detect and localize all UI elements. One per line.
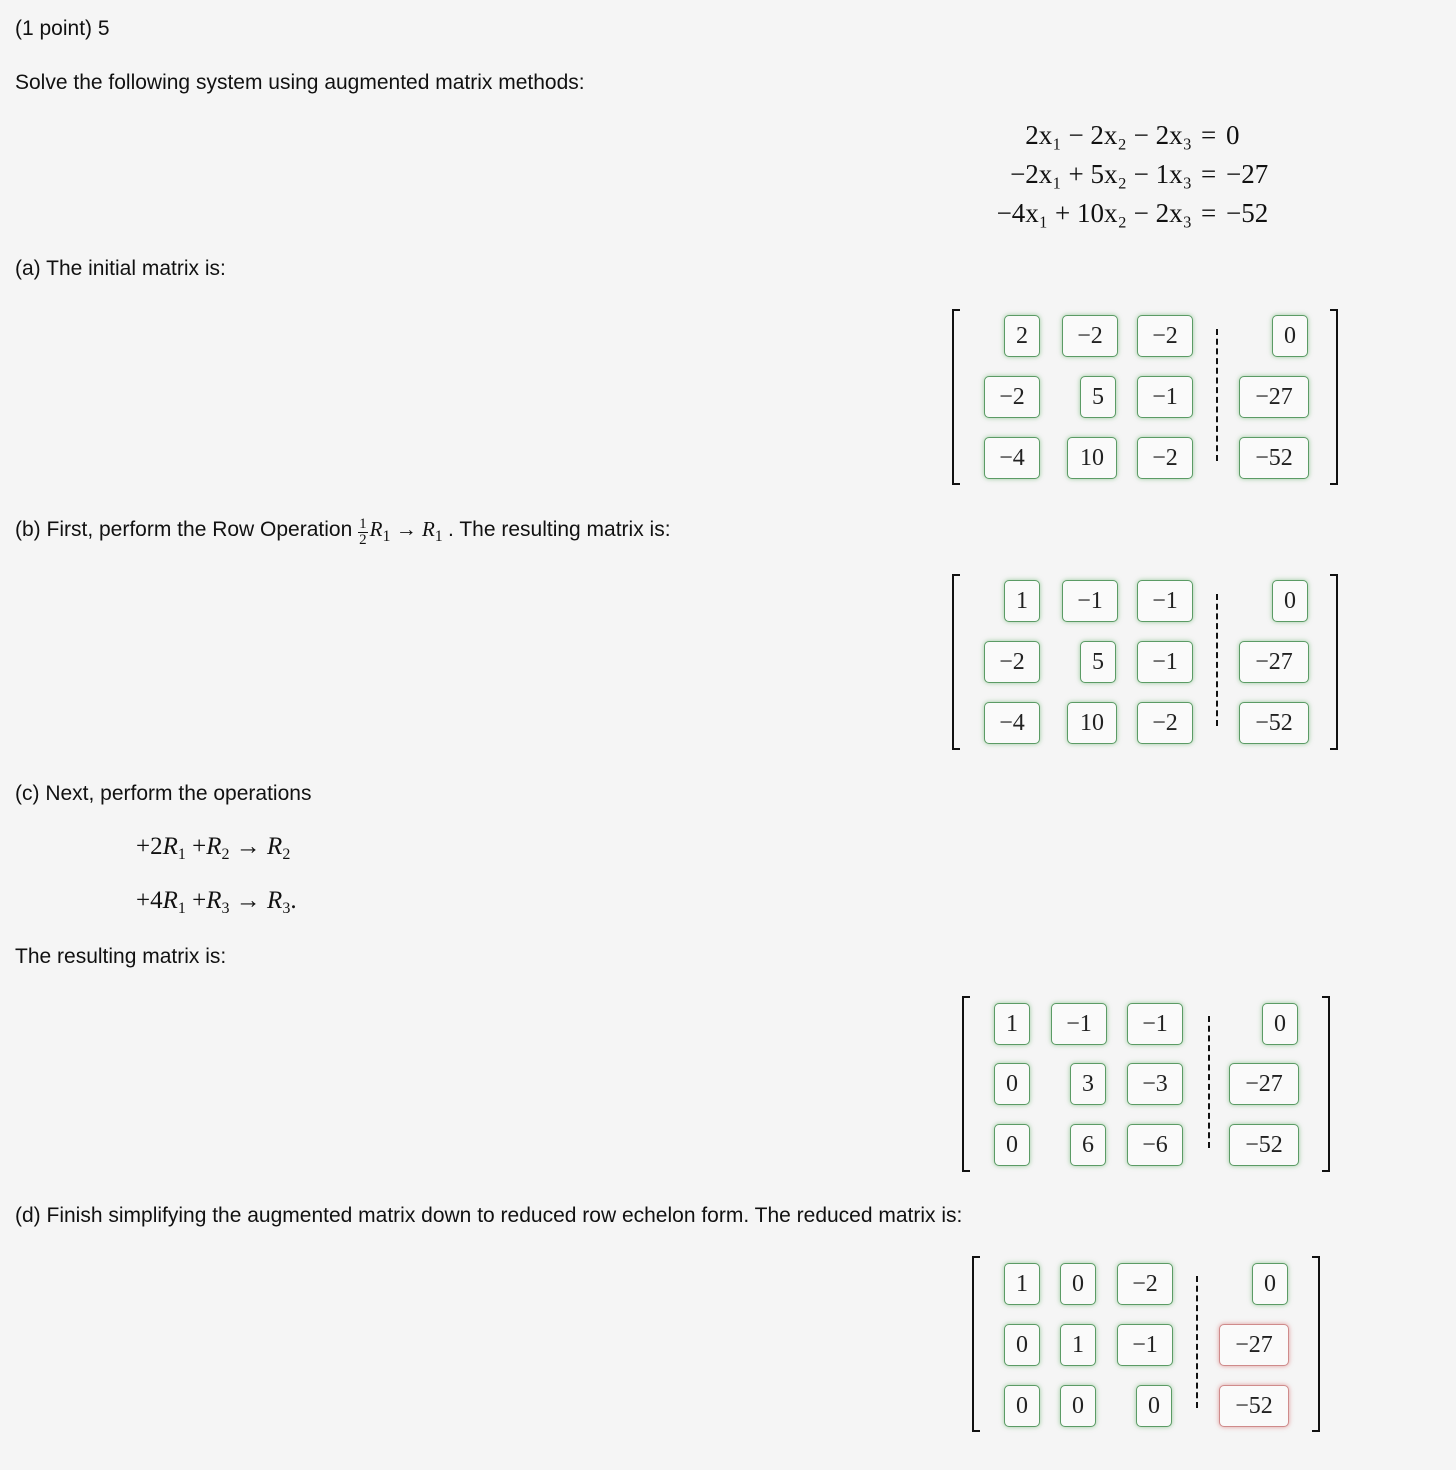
half-fraction	[358, 517, 368, 548]
augmented-divider	[1216, 594, 1218, 726]
row-variable: R	[369, 517, 383, 541]
matrix-rhs-cell[interactable]	[1262, 1003, 1298, 1045]
matrix-rhs-cell[interactable]	[1239, 376, 1309, 418]
matrix-cell[interactable]	[1127, 1124, 1183, 1166]
matrix-rhs-cell[interactable]	[1252, 1263, 1288, 1305]
matrix-cell[interactable]	[1004, 580, 1040, 622]
matrix-cell[interactable]	[1062, 580, 1118, 622]
added-row-variable: R	[206, 833, 222, 860]
matrix-cell[interactable]	[994, 1124, 1030, 1166]
part-b-prefix: (b) First, perform the Row Operation	[15, 518, 353, 541]
source-row-variable: R	[162, 887, 178, 914]
eliminated-matrix	[962, 996, 1330, 1172]
matrix-left-bracket	[952, 574, 960, 750]
equation-lhs: −4x₁ + 10x₂ − 2x₃	[996, 198, 1192, 228]
equals-sign: =	[1201, 120, 1217, 150]
coefficient: +4	[136, 887, 163, 914]
plus-symbol: +	[192, 833, 207, 860]
equation-row	[990, 122, 1280, 154]
matrix-rhs-cell[interactable]	[1239, 437, 1309, 479]
matrix-rhs-cell[interactable]	[1229, 1124, 1299, 1166]
equals-sign: =	[1201, 159, 1217, 189]
reduced-matrix	[972, 1256, 1320, 1432]
incorrect-matrix-rhs-cell[interactable]	[1219, 1385, 1289, 1427]
augmented-divider	[1216, 329, 1218, 461]
matrix-cell[interactable]	[1137, 315, 1193, 357]
coefficient: +2	[136, 833, 163, 860]
equation-row	[990, 161, 1280, 193]
operation-ending: .	[290, 887, 297, 914]
row-subscript: 1	[382, 527, 391, 545]
matrix-cell[interactable]	[994, 1063, 1030, 1105]
matrix-cell[interactable]	[1062, 315, 1118, 357]
matrix-cell[interactable]	[1127, 1063, 1183, 1105]
matrix-cell[interactable]	[1137, 702, 1193, 744]
added-row-subscript: 3	[221, 899, 230, 917]
row-operation	[136, 888, 297, 917]
row-scaled-matrix	[952, 574, 1338, 750]
matrix-rhs-cell[interactable]	[1272, 580, 1308, 622]
added-row-subscript: 2	[221, 845, 230, 863]
matrix-rhs-cell[interactable]	[1239, 702, 1309, 744]
matrix-cell[interactable]	[1080, 641, 1116, 683]
matrix-cell[interactable]	[1080, 376, 1116, 418]
row-operation	[136, 834, 290, 863]
matrix-rhs-cell[interactable]	[1272, 315, 1308, 357]
target-row-subscript: 2	[282, 845, 291, 863]
matrix-cell[interactable]	[1004, 1385, 1040, 1427]
added-row-variable: R	[206, 887, 222, 914]
target-row-variable: R	[421, 517, 435, 541]
matrix-cell[interactable]	[1137, 376, 1193, 418]
part-a-label: (a) The initial matrix is:	[15, 257, 226, 280]
part-c-result-label: The resulting matrix is:	[15, 945, 227, 968]
matrix-cell[interactable]	[1070, 1124, 1106, 1166]
fraction-denominator: 2	[359, 532, 367, 549]
equation-lhs: 2x₁ − 2x₂ − 2x₃	[1025, 120, 1192, 150]
matrix-rhs-cell[interactable]	[1229, 1063, 1299, 1105]
matrix-right-bracket	[1322, 996, 1330, 1172]
matrix-cell[interactable]	[984, 641, 1040, 683]
part-b-suffix: . The resulting matrix is:	[448, 518, 671, 541]
initial-matrix	[952, 309, 1338, 485]
row-operation	[358, 516, 448, 549]
matrix-cell[interactable]	[1060, 1385, 1096, 1427]
arrow-symbol: →	[235, 833, 261, 860]
matrix-right-bracket	[1312, 1256, 1320, 1432]
target-row-subscript: 1	[434, 527, 443, 545]
plus-symbol: +	[192, 887, 207, 914]
matrix-rhs-cell[interactable]	[1239, 641, 1309, 683]
augmented-divider	[1196, 1276, 1198, 1408]
matrix-right-bracket	[1330, 309, 1338, 485]
matrix-cell[interactable]	[984, 437, 1040, 479]
matrix-cell[interactable]	[1004, 1324, 1040, 1366]
matrix-cell[interactable]	[1137, 580, 1193, 622]
point-label: (1 point) 5	[15, 17, 110, 40]
source-row-subscript: 1	[177, 845, 186, 863]
source-row-variable: R	[162, 833, 178, 860]
target-row-variable: R	[267, 887, 283, 914]
problem-instruction: Solve the following system using augmented matrix methods:	[15, 71, 585, 94]
equals-sign: =	[1201, 198, 1217, 228]
incorrect-matrix-rhs-cell[interactable]	[1219, 1324, 1289, 1366]
equation-lhs: −2x₁ + 5x₂ − 1x₃	[1010, 159, 1192, 189]
matrix-cell[interactable]	[1137, 641, 1193, 683]
matrix-right-bracket	[1330, 574, 1338, 750]
matrix-cell[interactable]	[1067, 437, 1117, 479]
matrix-cell[interactable]	[1051, 1003, 1107, 1045]
matrix-cell[interactable]	[1067, 702, 1117, 744]
matrix-cell[interactable]	[984, 376, 1040, 418]
matrix-cell[interactable]	[1060, 1324, 1096, 1366]
matrix-cell[interactable]	[1060, 1263, 1096, 1305]
matrix-left-bracket	[952, 309, 960, 485]
matrix-cell[interactable]	[1137, 437, 1193, 479]
target-row-variable: R	[267, 833, 283, 860]
matrix-cell[interactable]	[1127, 1003, 1183, 1045]
matrix-left-bracket	[962, 996, 970, 1172]
arrow-symbol: →	[235, 887, 261, 914]
source-row-subscript: 1	[177, 899, 186, 917]
equation-row	[990, 200, 1280, 232]
arrow-symbol: →	[395, 517, 417, 541]
matrix-cell[interactable]	[1117, 1324, 1173, 1366]
part-d-label: (d) Finish simplifying the augmented matrix down to reduced row echelon form. The reduced matrix is:	[15, 1204, 963, 1227]
matrix-left-bracket	[972, 1256, 980, 1432]
matrix-cell[interactable]	[994, 1003, 1030, 1045]
matrix-cell[interactable]	[1117, 1263, 1173, 1305]
matrix-cell[interactable]	[1004, 1263, 1040, 1305]
equation-rhs: −52	[1226, 198, 1269, 228]
augmented-divider	[1208, 1016, 1210, 1148]
matrix-cell[interactable]	[984, 702, 1040, 744]
equation-rhs: −27	[1226, 159, 1269, 189]
target-row-subscript: 3	[282, 899, 291, 917]
matrix-cell[interactable]	[1004, 315, 1040, 357]
equation-rhs: 0	[1226, 120, 1240, 150]
part-b-label	[15, 514, 671, 552]
matrix-cell[interactable]	[1070, 1063, 1106, 1105]
part-c-label: (c) Next, perform the operations	[15, 782, 312, 805]
fraction-numerator: 1	[359, 516, 367, 533]
system-equations	[990, 122, 1280, 232]
matrix-cell[interactable]	[1136, 1385, 1172, 1427]
